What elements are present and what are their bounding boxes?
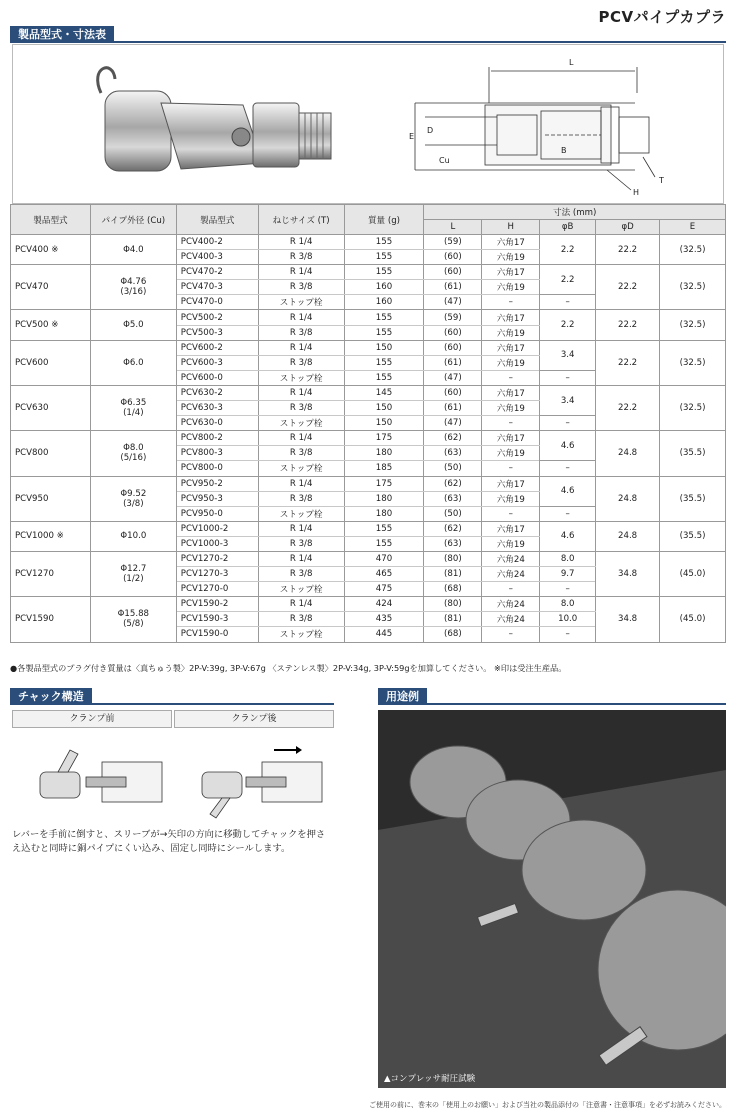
section-title-usage: 用途例 (378, 688, 427, 705)
pipe-od-line: Φ8.0 (123, 443, 144, 454)
table-row (11, 521, 726, 536)
cell-thread: R 3/8 (258, 612, 344, 627)
cell-model: PCV1000 ※ (11, 521, 91, 551)
cell-item: PCV1590-2 (176, 597, 258, 612)
cell-item: PCV600-3 (176, 355, 258, 370)
cell-E: (35.5) (660, 431, 726, 476)
table-row (11, 340, 726, 355)
cell-E: (45.0) (660, 597, 726, 642)
cell-thread: R 1/4 (258, 235, 344, 250)
dim-label-T: T (659, 176, 664, 185)
cell-item: PCV1000-3 (176, 536, 258, 551)
cell-thread: R 1/4 (258, 385, 344, 400)
cell-L: (59) (424, 235, 482, 250)
cell-mass: 155 (344, 265, 424, 280)
cell-item: PCV500-3 (176, 325, 258, 340)
cell-L: (80) (424, 551, 482, 566)
header-D: φD (596, 220, 660, 235)
pipe-od-line: (5/16) (120, 453, 147, 464)
cell-B: 4.6 (540, 476, 596, 506)
dim-label-L: L (569, 58, 574, 67)
chuck-after-label: クランプ後 (174, 710, 334, 728)
cell-L: (47) (424, 295, 482, 310)
cell-L: (68) (424, 627, 482, 642)
cell-L: (61) (424, 355, 482, 370)
cell-thread: R 3/8 (258, 536, 344, 551)
cell-B: 2.2 (540, 310, 596, 340)
header-H: H (482, 220, 540, 235)
cell-L: (50) (424, 461, 482, 476)
cell-L: (81) (424, 612, 482, 627)
dim-label-B: B (561, 146, 567, 155)
cell-model: PCV400 ※ (11, 235, 91, 265)
cell-D: 24.8 (596, 521, 660, 551)
header-B: φB (540, 220, 596, 235)
cell-L: (59) (424, 310, 482, 325)
cell-D: 22.2 (596, 265, 660, 310)
cell-H: 六角24 (482, 567, 540, 582)
cell-H: – (482, 582, 540, 597)
cell-H: 六角19 (482, 250, 540, 265)
footer-note: ご使用の前に、巻末の「使用上のお願い」および当社の製品添付の「注意書・注意事項」を必ずお読みください。 (369, 1101, 726, 1109)
cell-mass: 155 (344, 310, 424, 325)
cell-item: PCV1590-3 (176, 612, 258, 627)
cell-B: 2.2 (540, 235, 596, 265)
cell-item: PCV1270-0 (176, 582, 258, 597)
cell-mass: 155 (344, 325, 424, 340)
cell-E: (32.5) (660, 385, 726, 430)
cell-thread: ストップ栓 (258, 506, 344, 521)
cell-thread: ストップ栓 (258, 582, 344, 597)
pipe-od-line: (3/16) (120, 287, 147, 298)
cell-mass: 424 (344, 597, 424, 612)
cell-model: PCV800 (11, 431, 91, 476)
cell-B: – (540, 582, 596, 597)
cell-E: (32.5) (660, 310, 726, 340)
cell-mass: 160 (344, 280, 424, 295)
cell-thread: ストップ栓 (258, 416, 344, 431)
cell-thread: R 3/8 (258, 325, 344, 340)
cell-H: 六角19 (482, 355, 540, 370)
section-divider (378, 703, 726, 705)
cell-mass: 155 (344, 250, 424, 265)
cell-B: – (540, 506, 596, 521)
cell-model: PCV500 ※ (11, 310, 91, 340)
cell-thread: R 3/8 (258, 491, 344, 506)
cell-L: (61) (424, 280, 482, 295)
cell-L: (62) (424, 431, 482, 446)
cell-thread: R 1/4 (258, 597, 344, 612)
cell-H: 六角17 (482, 431, 540, 446)
cell-thread: R 1/4 (258, 310, 344, 325)
cell-H: 六角17 (482, 265, 540, 280)
cell-thread: R 1/4 (258, 265, 344, 280)
table-row (11, 597, 726, 612)
pipe-od-line: Φ10.0 (120, 531, 147, 542)
usage-caption: ▲コンプレッサ耐圧試験 (384, 1074, 476, 1084)
cell-H: – (482, 627, 540, 642)
cell-B: 3.4 (540, 385, 596, 415)
cell-pipe-od (90, 597, 176, 642)
cell-H: – (482, 506, 540, 521)
cell-mass: 160 (344, 295, 424, 310)
cell-mass: 150 (344, 340, 424, 355)
cell-H: 六角17 (482, 476, 540, 491)
pipe-od-line: Φ12.7 (120, 564, 147, 575)
pipe-od-line: Φ15.88 (117, 609, 150, 620)
cell-E: (35.5) (660, 521, 726, 551)
cell-mass: 180 (344, 491, 424, 506)
chuck-before-label: クランプ前 (12, 710, 172, 728)
section-title-spec: 製品型式・寸法表 (10, 26, 114, 43)
compressor-photo-illustration (378, 710, 726, 1088)
cell-item: PCV800-3 (176, 446, 258, 461)
pipe-od-line: (1/2) (123, 574, 144, 585)
cell-model: PCV600 (11, 340, 91, 385)
cell-L: (62) (424, 476, 482, 491)
cell-E: (32.5) (660, 340, 726, 385)
cell-H: 六角17 (482, 385, 540, 400)
pipe-od-line: (3/8) (123, 498, 144, 509)
cell-L: (47) (424, 370, 482, 385)
cell-L: (50) (424, 506, 482, 521)
cell-item: PCV470-3 (176, 280, 258, 295)
cell-D: 22.2 (596, 235, 660, 265)
cell-L: (80) (424, 597, 482, 612)
cell-thread: R 3/8 (258, 280, 344, 295)
cell-mass: 155 (344, 536, 424, 551)
cell-E: (45.0) (660, 551, 726, 596)
table-row (11, 385, 726, 400)
table-row (11, 476, 726, 491)
cell-L: (60) (424, 265, 482, 280)
cell-H: 六角24 (482, 597, 540, 612)
cell-model: PCV1270 (11, 551, 91, 596)
cell-item: PCV1270-2 (176, 551, 258, 566)
cell-L: (60) (424, 250, 482, 265)
cell-B: 4.6 (540, 431, 596, 461)
cell-D: 22.2 (596, 385, 660, 430)
cell-mass: 180 (344, 506, 424, 521)
section-divider (10, 703, 334, 705)
cell-B: 8.0 (540, 597, 596, 612)
cell-thread: R 3/8 (258, 401, 344, 416)
cell-mass: 445 (344, 627, 424, 642)
cell-D: 24.8 (596, 476, 660, 521)
cell-H: 六角19 (482, 446, 540, 461)
cell-H: – (482, 295, 540, 310)
cell-B: – (540, 627, 596, 642)
table-row (11, 235, 726, 250)
cell-H: 六角19 (482, 536, 540, 551)
cell-L: (63) (424, 446, 482, 461)
cell-mass: 150 (344, 401, 424, 416)
pipe-od-line: Φ4.76 (120, 277, 147, 288)
usage-photo (378, 710, 726, 1088)
cell-H: 六角19 (482, 325, 540, 340)
table-row (11, 551, 726, 566)
cell-mass: 175 (344, 476, 424, 491)
cell-mass: 180 (344, 446, 424, 461)
spec-table-body (11, 235, 726, 643)
pipe-od-line: (5/8) (123, 619, 144, 630)
cell-mass: 150 (344, 416, 424, 431)
dim-label-D: D (427, 126, 434, 135)
cell-D: 24.8 (596, 431, 660, 476)
cell-H: 六角17 (482, 235, 540, 250)
cell-E: (35.5) (660, 476, 726, 521)
cell-item: PCV1270-3 (176, 567, 258, 582)
cell-item: PCV800-2 (176, 431, 258, 446)
cell-H: 六角19 (482, 401, 540, 416)
dim-label-E: E (409, 132, 415, 141)
cell-pipe-od (90, 385, 176, 430)
pipe-od-line: Φ6.0 (123, 357, 144, 368)
cell-L: (61) (424, 401, 482, 416)
header-mass: 質量 (g) (344, 205, 424, 235)
section-title-chuck: チャック構造 (10, 688, 92, 705)
cell-thread: R 1/4 (258, 551, 344, 566)
spec-table (10, 204, 726, 643)
chuck-description: レバーを手前に倒すと、スリーブが→矢印の方向に移動してチャックを押さえ込むと同時に銅パイプにくい込み、固定し同時にシールします。 (12, 829, 326, 854)
cell-H: – (482, 370, 540, 385)
cell-item: PCV400-3 (176, 250, 258, 265)
cell-H: – (482, 461, 540, 476)
cell-model: PCV630 (11, 385, 91, 430)
cell-pipe-od (90, 235, 176, 265)
product-figure-frame (12, 44, 724, 204)
pipe-od-line: Φ4.0 (123, 244, 144, 255)
cell-H: 六角17 (482, 310, 540, 325)
cell-model: PCV950 (11, 476, 91, 521)
cell-H: 六角17 (482, 340, 540, 355)
cell-B: – (540, 416, 596, 431)
cell-H: 六角17 (482, 521, 540, 536)
cell-mass: 475 (344, 582, 424, 597)
header-item: 製品型式 (176, 205, 258, 235)
section-divider (10, 41, 726, 43)
cell-pipe-od (90, 265, 176, 310)
cell-pipe-od (90, 340, 176, 385)
cell-item: PCV800-0 (176, 461, 258, 476)
cell-L: (63) (424, 491, 482, 506)
cell-D: 34.8 (596, 597, 660, 642)
cell-B: 8.0 (540, 551, 596, 566)
cell-mass: 470 (344, 551, 424, 566)
cell-thread: R 1/4 (258, 521, 344, 536)
cell-B: 2.2 (540, 265, 596, 295)
cell-L: (60) (424, 340, 482, 355)
cell-B: 4.6 (540, 521, 596, 551)
cell-model: PCV470 (11, 265, 91, 310)
cell-thread: ストップ栓 (258, 295, 344, 310)
cell-H: 六角24 (482, 551, 540, 566)
footnote: ●各製品型式のプラグ付き質量は〈真ちゅう製〉2P-V:39g, 3P-V:67g 〈ステンレス製〉2P-V:34g, 3P-V:59gを加算してください。 ※印は受注生産品。 (10, 663, 567, 673)
cell-mass: 155 (344, 235, 424, 250)
cell-D: 22.2 (596, 310, 660, 340)
cell-E: (32.5) (660, 235, 726, 265)
header-dims: 寸法 (mm) (424, 205, 726, 220)
page-title: PCVパイプカプラ (598, 8, 726, 26)
table-row (11, 310, 726, 325)
dim-label-Cu: Cu (439, 156, 450, 165)
cell-thread: R 1/4 (258, 476, 344, 491)
cell-thread: ストップ栓 (258, 627, 344, 642)
cell-pipe-od (90, 431, 176, 476)
pipe-od-line: Φ9.52 (120, 488, 147, 499)
cell-item: PCV950-2 (176, 476, 258, 491)
cell-L: (47) (424, 416, 482, 431)
cell-H: 六角24 (482, 612, 540, 627)
dim-label-H: H (633, 188, 640, 197)
cell-L: (60) (424, 325, 482, 340)
cell-D: 22.2 (596, 340, 660, 385)
cell-mass: 155 (344, 355, 424, 370)
cell-thread: R 1/4 (258, 431, 344, 446)
cell-item: PCV950-0 (176, 506, 258, 521)
header-thread: ねじサイズ (T) (258, 205, 344, 235)
header-model: 製品型式 (11, 205, 91, 235)
cell-pipe-od (90, 551, 176, 596)
cell-B: 9.7 (540, 567, 596, 582)
cell-mass: 155 (344, 370, 424, 385)
cell-model: PCV1590 (11, 597, 91, 642)
cell-item: PCV630-3 (176, 401, 258, 416)
cell-mass: 145 (344, 385, 424, 400)
table-row (11, 431, 726, 446)
cell-H: – (482, 416, 540, 431)
cell-thread: R 3/8 (258, 250, 344, 265)
cell-item: PCV1000-2 (176, 521, 258, 536)
cell-E: (32.5) (660, 265, 726, 310)
cell-pipe-od (90, 521, 176, 551)
cell-L: (68) (424, 582, 482, 597)
cell-thread: R 3/8 (258, 446, 344, 461)
cell-mass: 435 (344, 612, 424, 627)
cell-item: PCV470-0 (176, 295, 258, 310)
cell-B: 3.4 (540, 340, 596, 370)
cell-B: 10.0 (540, 612, 596, 627)
pipe-od-line: Φ5.0 (123, 320, 144, 331)
cell-mass: 185 (344, 461, 424, 476)
dimension-drawing (385, 45, 725, 205)
cell-item: PCV470-2 (176, 265, 258, 280)
cell-item: PCV600-2 (176, 340, 258, 355)
cell-thread: ストップ栓 (258, 370, 344, 385)
cell-thread: R 3/8 (258, 355, 344, 370)
cell-item: PCV630-0 (176, 416, 258, 431)
table-row (11, 265, 726, 280)
cell-mass: 155 (344, 521, 424, 536)
cell-B: – (540, 370, 596, 385)
cell-B: – (540, 295, 596, 310)
cell-mass: 175 (344, 431, 424, 446)
cell-L: (63) (424, 536, 482, 551)
cell-H: 六角19 (482, 280, 540, 295)
cell-mass: 465 (344, 567, 424, 582)
cell-thread: R 3/8 (258, 567, 344, 582)
cell-B: – (540, 461, 596, 476)
cell-item: PCV950-3 (176, 491, 258, 506)
cell-pipe-od (90, 476, 176, 521)
cell-L: (60) (424, 385, 482, 400)
cell-H: 六角19 (482, 491, 540, 506)
cell-thread: R 1/4 (258, 340, 344, 355)
cell-L: (62) (424, 521, 482, 536)
cell-thread: ストップ栓 (258, 461, 344, 476)
cell-item: PCV600-0 (176, 370, 258, 385)
cell-item: PCV400-2 (176, 235, 258, 250)
pipe-od-line: (1/4) (123, 408, 144, 419)
cell-item: PCV500-2 (176, 310, 258, 325)
cell-D: 34.8 (596, 551, 660, 596)
header-L: L (424, 220, 482, 235)
pipe-od-line: Φ6.35 (120, 398, 147, 409)
chuck-mechanism-illustration (12, 732, 334, 827)
cell-L: (81) (424, 567, 482, 582)
cell-item: PCV1590-0 (176, 627, 258, 642)
cell-pipe-od (90, 310, 176, 340)
header-E: E (660, 220, 726, 235)
cell-item: PCV630-2 (176, 385, 258, 400)
header-pipe-od: パイプ外径 (Cu) (90, 205, 176, 235)
